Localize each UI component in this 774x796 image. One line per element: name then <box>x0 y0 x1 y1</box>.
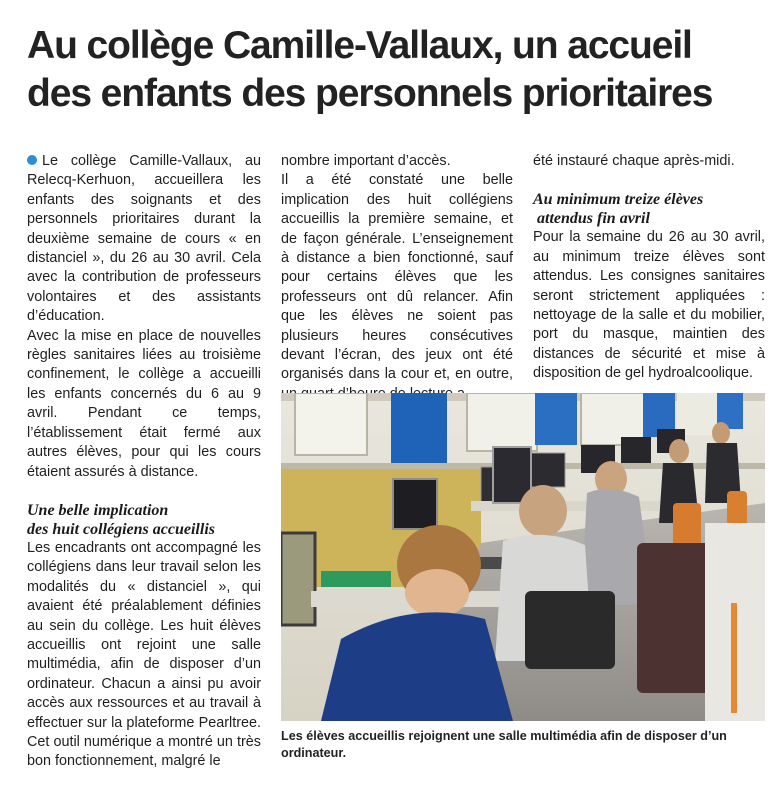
headline-line-1: Au collège Camille-Vallaux, un accueil <box>27 24 692 67</box>
subheading-implication-line-1: Une belle implication <box>27 501 169 519</box>
subheading-treize-line-1: Au minimum treize élèves <box>533 191 704 209</box>
article-column-2 <box>281 152 513 404</box>
paragraph-implication: Il a été constaté une belle implication des huit collégiens accueillis la première semaine, et de façon générale. L’enseignement à distance a bien fonctionné, sauf pour certains élèves que les professeurs ont dû relancer. Afin que les élèves ne soient pas plusieurs heures consécutives devant l’écran, des jeux ont été organisés dans la cour et, en outre, <box>281 172 513 383</box>
subheading-implication-line-2: des huit collégiens accueillis <box>27 520 215 538</box>
subheading-implication <box>27 501 261 539</box>
paragraph-context: Avec la mise en place de nouvelles règles sanitaires liées au troisième confinement, le collège a accueilli les enfants concernés du 6 au 9 avril. Pendant ce temps, l’établissement était fermé aux autres élèves, pour qui les cours étaient assurés à distance. <box>27 327 261 480</box>
headline <box>27 22 757 118</box>
classroom-photo <box>281 393 765 721</box>
paragraph-continuation: nombre important d’accès. <box>281 153 451 169</box>
headline-line-2: des enfants des personnels prioritaires <box>27 72 713 115</box>
subheading-treize-eleves <box>533 190 765 228</box>
lead-paragraph <box>27 152 261 327</box>
photo-caption: Les élèves accueillis rejoignent une salle multimédia afin de disposer d’un ordinateur. <box>281 729 727 760</box>
paragraph-encadrants: Les encadrants ont accompagné les collégiens dans leur travail selon les modalités du « distanciel », qui avaient été préalablement définies au sein du collège. Les huit élèves accueillis ont rejoint une salle multimédia, afin de disposer d’un ordinateur. Chacun a ainsi pu avoir accès aux ressources et au travail à effectuer sur la plateforme Pearltree. Cet outil numérique a montré un très bon fonctionnement, malgré le <box>27 539 261 770</box>
article-column-1 <box>27 152 261 772</box>
lead-paragraph-text: Le collège Camille-Vallaux, au Relecq-Kerhuon, accueillera les enfants des soignants et des personnels prioritaires durant la deuxième semaine de cours « en distanciel », du 26 au 30 avril. Cela avec la contribution de professeurs volontaires et des assistants d’éducation. <box>27 153 261 325</box>
subheading-treize-line-2: attendus fin avril <box>537 210 650 228</box>
paragraph-consignes: Pour la semaine du 26 au 30 avril, au minimum treize élèves sont attendus. Les consignes sanitaires seront strictement appliquées : nettoyage de la salle et du mobilier, port du masque, maintien des distances de sécurité et mise à disposition de gel hydroalcoolique. <box>533 229 765 382</box>
article-column-3 <box>533 152 765 384</box>
bullet-dot-icon <box>27 155 37 165</box>
paragraph-continuation-2: été instauré chaque après-midi. <box>533 153 735 169</box>
